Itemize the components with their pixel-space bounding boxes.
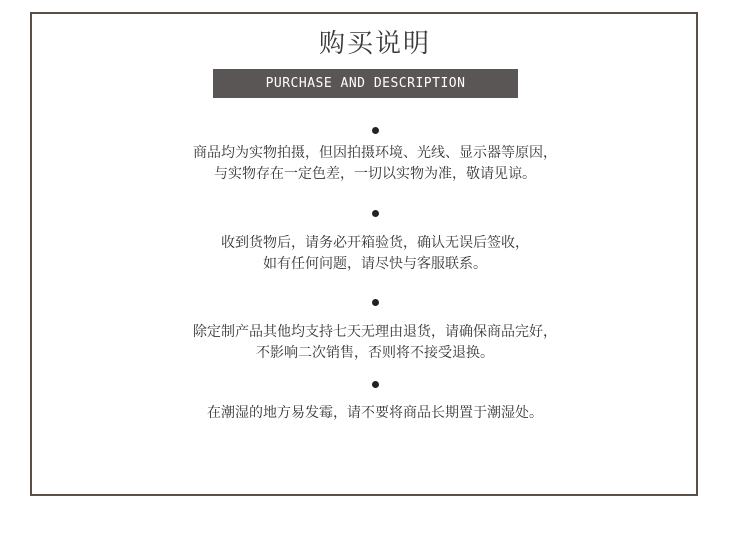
bullet-icon xyxy=(372,127,379,134)
note-line: 收到货物后，请务必开箱验货，确认无误后签收， xyxy=(221,235,529,251)
subtitle-banner: PURCHASE AND DESCRIPTION xyxy=(213,69,518,98)
bullet-icon xyxy=(372,299,379,306)
note-line: 如有任何问题，请尽快与客服联系。 xyxy=(263,256,487,272)
note-section-3 xyxy=(0,299,750,364)
page-title: 购买说明 xyxy=(318,29,431,59)
note-section-2 xyxy=(0,210,750,275)
bullet-icon xyxy=(372,381,379,388)
note-line: 在潮湿的地方易发霉，请不要将商品长期置于潮湿处。 xyxy=(207,405,543,421)
note-section-4 xyxy=(0,381,750,424)
note-line: 不影响二次销售，否则将不接受退换。 xyxy=(256,345,494,361)
bullet-icon xyxy=(372,210,379,217)
note-section-1 xyxy=(0,127,750,185)
note-line: 商品均为实物拍摄，但因拍摄环境、光线、显示器等原因， xyxy=(193,145,557,161)
note-line: 与实物存在一定色差，一切以实物为准，敬请见谅。 xyxy=(214,166,536,182)
note-line: 除定制产品其他均支持七天无理由退货，请确保商品完好， xyxy=(193,324,557,340)
